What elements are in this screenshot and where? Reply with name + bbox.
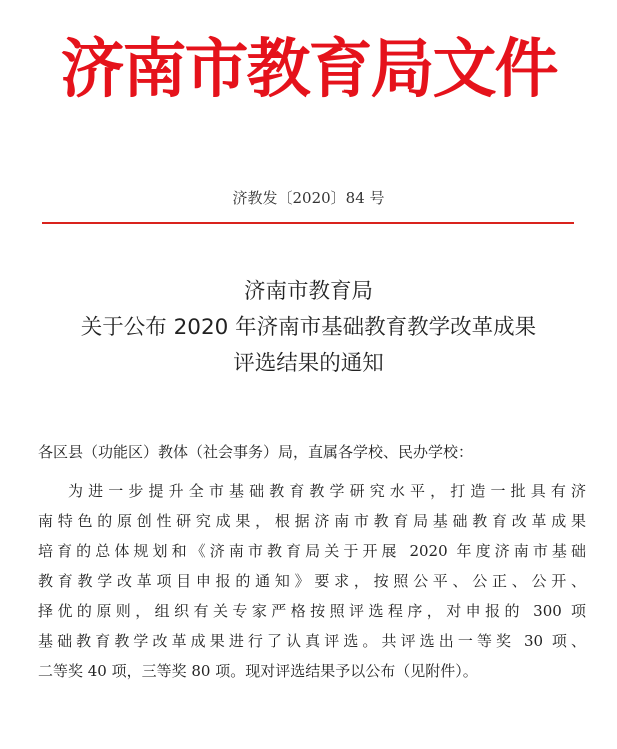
notice-title-line-2: 关于公布 2020 年济南市基础教育教学改革成果 <box>80 315 537 340</box>
notice-title-line-3: 评选结果的通知 <box>233 351 384 376</box>
document-number: 济教发〔2020〕84 号 <box>232 189 385 207</box>
document-header-title: 济南市教育局文件 <box>60 33 557 107</box>
body-line: 为进一步提升全市基础教育教学研究水平，打造一批具有济 <box>68 482 586 500</box>
notice-title-line-1: 济南市教育局 <box>243 279 373 304</box>
body-line: 二等奖 40 项，三等奖 80 项。现对评选结果予以公布（见附件）。 <box>38 662 478 680</box>
body-line: 培育的总体规划和《济南市教育局关于开展 2020 年度济南市基础 <box>38 542 586 560</box>
body-paragraph <box>38 476 586 686</box>
body-line: 南特色的原创性研究成果，根据济南市教育局基础教育改革成果 <box>38 512 586 530</box>
body-line: 基础教育教学改革成果进行了认真评选。共评选出一等奖 30 项、 <box>38 632 586 650</box>
notice-title <box>0 274 617 382</box>
salutation: 各区县（功能区）教体（社会事务）局，直属各学校、民办学校： <box>38 443 474 461</box>
body-line: 教育教学改革项目申报的通知》要求，按照公平、公正、公开、 <box>38 572 586 590</box>
body-line: 择优的原则，组织有关专家严格按照评选程序，对申报的 300 项 <box>38 602 586 620</box>
header-divider-line <box>42 222 574 224</box>
